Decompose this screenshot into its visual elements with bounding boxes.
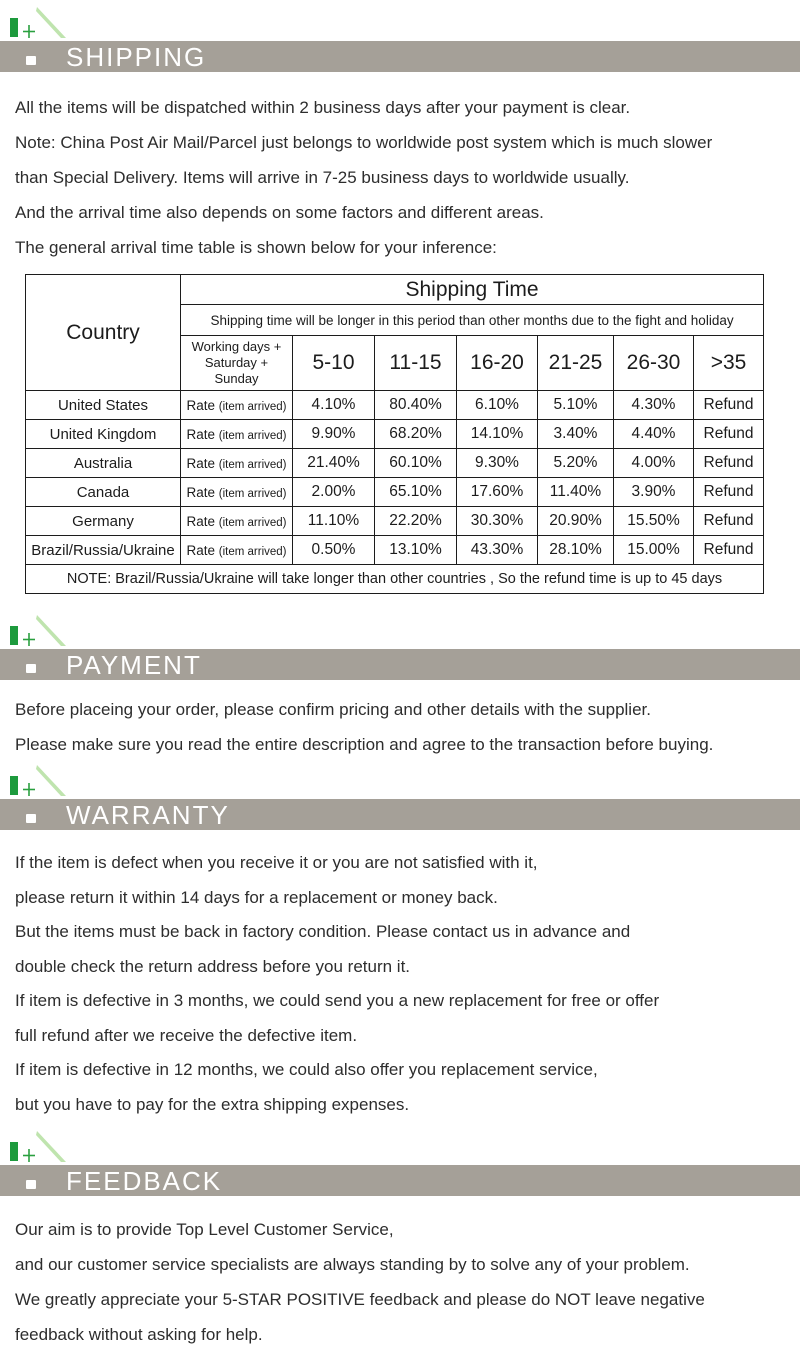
rate-value-cell: 3.90% [614, 478, 694, 507]
table-row [26, 420, 764, 449]
shipping-title: SHIPPING [66, 42, 207, 72]
paragraph: feedback without asking for help. [15, 1325, 263, 1344]
section-warranty [0, 762, 800, 1122]
rate-value-cell: 20.90% [538, 507, 614, 536]
country-cell: United Kingdom [26, 420, 181, 449]
rate-value-cell: 3.40% [538, 420, 614, 449]
table-header-range: 5-10 [293, 336, 375, 391]
rate-label-cell: Rate (item arrived) [181, 507, 293, 536]
paragraph: But the items must be back in factory condition. Please contact us in advance and [15, 922, 631, 941]
table-header-shipping-time: Shipping Time [181, 275, 764, 305]
rate-value-cell: 2.00% [293, 478, 375, 507]
payment-title: PAYMENT [66, 650, 202, 680]
paragraph: If item is defective in 12 months, we could also offer you replacement service, [15, 1060, 598, 1079]
house-icon [8, 4, 66, 74]
paragraph: Before placeing your order, please confirm pricing and other details with the supplier. [15, 700, 651, 719]
rate-label-cell: Rate (item arrived) [181, 391, 293, 420]
table-note: NOTE: Brazil/Russia/Ukraine will take longer than other countries , So the refund time is up to 45 days [26, 565, 764, 594]
refund-cell: Refund [694, 391, 764, 420]
rate-value-cell: 5.10% [538, 391, 614, 420]
rate-value-cell: 4.30% [614, 391, 694, 420]
rate-value-cell: 5.20% [538, 449, 614, 478]
shipping-paragraphs [0, 90, 800, 265]
shipping-time-table [25, 274, 764, 594]
paragraph: Our aim is to provide Top Level Customer Service, [15, 1220, 394, 1239]
rate-value-cell: 4.00% [614, 449, 694, 478]
rate-value-cell: 11.10% [293, 507, 375, 536]
rate-value-cell: 15.50% [614, 507, 694, 536]
rate-label-cell: Rate (item arrived) [181, 478, 293, 507]
paragraph: but you have to pay for the extra shipping expenses. [15, 1094, 410, 1114]
feedback-header [0, 1128, 800, 1200]
paragraph: Please make sure you read the entire description and agree to the transaction before buying. [15, 735, 714, 754]
table-row [26, 536, 764, 565]
feedback-title: FEEDBACK [66, 1166, 223, 1196]
paragraph: please return it within 14 days for a replacement or money back. [15, 887, 498, 907]
refund-cell: Refund [694, 420, 764, 449]
rate-value-cell: 22.20% [375, 507, 457, 536]
refund-cell: Refund [694, 478, 764, 507]
rate-value-cell: 60.10% [375, 449, 457, 478]
rate-value-cell: 6.10% [457, 391, 538, 420]
table-header-working-days: Working days + Saturday + Sunday [181, 336, 293, 391]
paragraph: double check the return address before you return it. [15, 956, 411, 976]
table-header-range: 16-20 [457, 336, 538, 391]
country-cell: United States [26, 391, 181, 420]
rate-value-cell: 15.00% [614, 536, 694, 565]
payment-paragraphs [0, 692, 800, 762]
paragraph: The general arrival time table is shown below for your inference: [15, 238, 497, 257]
paragraph: If item is defective in 3 months, we could send you a new replacement for free or offer [15, 991, 660, 1010]
paragraph: And the arrival time also depends on some factors and different areas. [15, 203, 544, 222]
section-shipping [0, 4, 800, 594]
table-header-country: Country [26, 275, 181, 391]
paragraph: All the items will be dispatched within 2 business days after your payment is clear. [15, 98, 631, 117]
rate-value-cell: 17.60% [457, 478, 538, 507]
shipping-header [0, 4, 800, 76]
country-cell: Brazil/Russia/Ukraine [26, 536, 181, 565]
rate-value-cell: 21.40% [293, 449, 375, 478]
section-feedback [0, 1128, 800, 1352]
house-icon [8, 1128, 66, 1198]
rate-value-cell: 43.30% [457, 536, 538, 565]
warranty-header [0, 762, 800, 834]
paragraph: We greatly appreciate your 5-STAR POSITIVE feedback and please do NOT leave negative [15, 1290, 705, 1309]
country-cell: Australia [26, 449, 181, 478]
table-row [26, 478, 764, 507]
house-icon [8, 612, 66, 682]
rate-value-cell: 11.40% [538, 478, 614, 507]
paragraph: full refund after we receive the defective item. [15, 1025, 358, 1045]
warranty-paragraphs [0, 846, 800, 1122]
rate-label-cell: Rate (item arrived) [181, 536, 293, 565]
rate-value-cell: 65.10% [375, 478, 457, 507]
rate-label-cell: Rate (item arrived) [181, 449, 293, 478]
rate-value-cell: 28.10% [538, 536, 614, 565]
paragraph: If the item is defect when you receive it or you are not satisfied with it, [15, 853, 538, 872]
paragraph: and our customer service specialists are always standing by to solve any of your problem. [15, 1255, 690, 1274]
house-icon [8, 762, 66, 832]
table-subtitle: Shipping time will be longer in this period than other months due to the fight and holiday [181, 305, 764, 336]
rate-value-cell: 9.90% [293, 420, 375, 449]
paragraph: Note: China Post Air Mail/Parcel just belongs to worldwide post system which is much slower [15, 133, 713, 152]
table-header-range: 26-30 [614, 336, 694, 391]
rate-value-cell: 68.20% [375, 420, 457, 449]
rate-value-cell: 13.10% [375, 536, 457, 565]
table-header-range: 11-15 [375, 336, 457, 391]
rate-value-cell: 9.30% [457, 449, 538, 478]
rate-value-cell: 0.50% [293, 536, 375, 565]
rate-label-cell: Rate (item arrived) [181, 420, 293, 449]
country-cell: Canada [26, 478, 181, 507]
refund-cell: Refund [694, 536, 764, 565]
rate-value-cell: 80.40% [375, 391, 457, 420]
section-payment [0, 612, 800, 762]
payment-header [0, 612, 800, 684]
table-row [26, 391, 764, 420]
rate-value-cell: 4.40% [614, 420, 694, 449]
rate-value-cell: 4.10% [293, 391, 375, 420]
rate-value-cell: 14.10% [457, 420, 538, 449]
rate-value-cell: 30.30% [457, 507, 538, 536]
table-row [26, 507, 764, 536]
refund-cell: Refund [694, 507, 764, 536]
country-cell: Germany [26, 507, 181, 536]
warranty-title: WARRANTY [66, 800, 230, 830]
paragraph: than Special Delivery. Items will arrive in 7-25 business days to worldwide usually. [15, 168, 630, 187]
table-header-range: 21-25 [538, 336, 614, 391]
feedback-paragraphs [0, 1212, 800, 1352]
refund-cell: Refund [694, 449, 764, 478]
table-row [26, 449, 764, 478]
table-header-range: >35 [694, 336, 764, 391]
